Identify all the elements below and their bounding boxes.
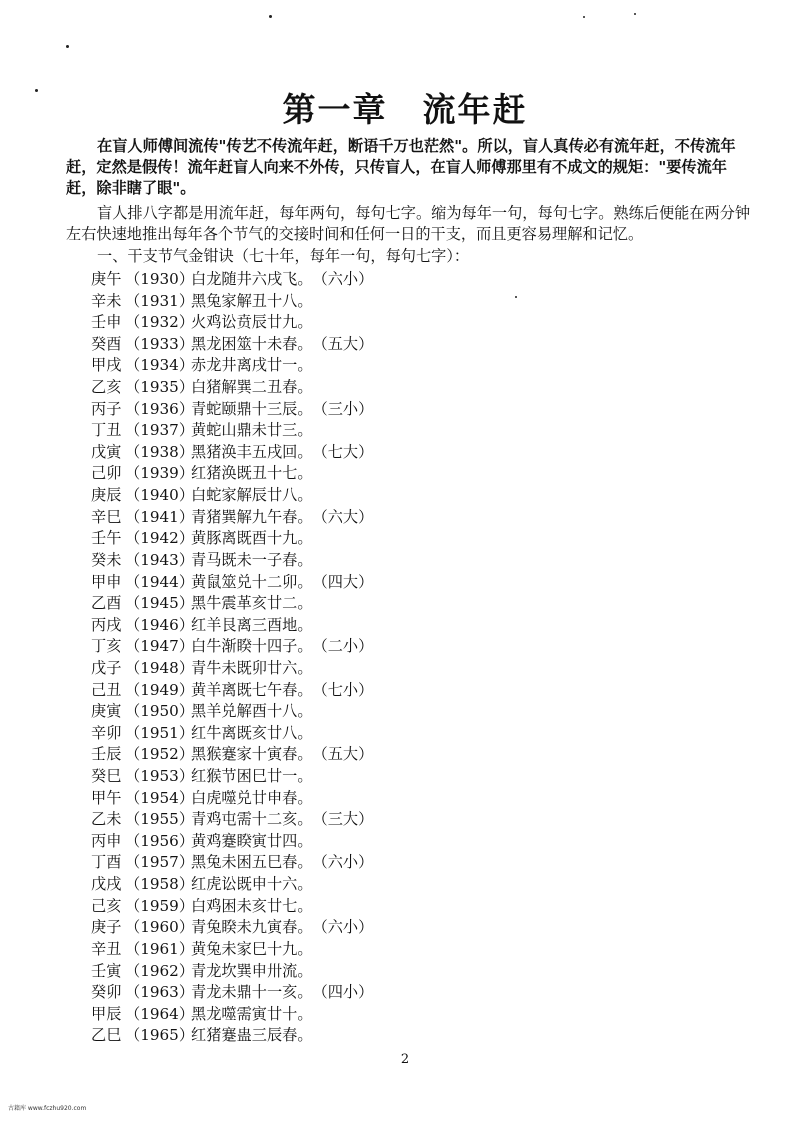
verse-entry (91, 377, 373, 399)
entry-verse: 黑猪涣丰五戌回。 (191, 442, 313, 461)
verse-entry (91, 1025, 373, 1047)
verse-entry (91, 917, 373, 939)
entry-ganzhi: 丙戌 (91, 615, 122, 634)
entry-verse: 黄豚离既酉十九。 (191, 529, 313, 548)
entry-ganzhi: 乙酉 (91, 594, 122, 613)
entry-verse: 白鸡困未亥廿七。 (191, 896, 313, 915)
entry-year: （1949） (125, 680, 195, 699)
verse-entry (91, 874, 373, 896)
entry-ganzhi: 戊子 (91, 658, 122, 677)
verse-entry (91, 744, 373, 766)
entry-verse: 青龙未鼎十一亥。 (191, 983, 313, 1002)
entry-year: （1935） (125, 378, 195, 397)
entry-ganzhi: 丙申 (91, 831, 122, 850)
method-paragraph: 盲人排八字都是用流年赶，每年两句，每句七字。缩为每年一句，每句七字。熟练后便能在两分钟左右快速地推出每年各个节气的交接时间和任何一日的干支，而且更容易理解和记忆。 (66, 204, 751, 243)
verse-entry (91, 399, 373, 421)
entry-verse: 白虎噬兑廿申春。 (191, 788, 313, 807)
scan-speck (66, 45, 69, 48)
entry-note: （二小） (312, 637, 374, 656)
verse-entry (91, 680, 373, 702)
verse-entry (91, 723, 373, 745)
entry-note: （五大） (312, 745, 374, 764)
entry-year: （1955） (125, 810, 195, 829)
entry-year: （1937） (125, 421, 195, 440)
entry-year: （1944） (125, 572, 195, 591)
verse-entry (91, 463, 373, 485)
entry-ganzhi: 癸未 (91, 550, 122, 569)
entry-ganzhi: 庚子 (91, 918, 122, 937)
scan-speck (35, 89, 38, 92)
verse-entry (91, 766, 373, 788)
entry-year: （1952） (125, 745, 195, 764)
scan-speck (269, 15, 272, 18)
entry-verse: 黄蛇山鼎未廿三。 (191, 421, 313, 440)
entry-year: （1953） (125, 767, 195, 786)
entry-ganzhi: 壬辰 (91, 745, 122, 764)
entry-ganzhi: 壬午 (91, 529, 122, 548)
entry-ganzhi: 丙子 (91, 399, 122, 418)
entry-year: （1934） (125, 356, 195, 375)
entry-year: （1932） (125, 313, 195, 332)
verse-entry (91, 658, 373, 680)
verse-entry (91, 982, 373, 1004)
entry-ganzhi: 丁酉 (91, 853, 122, 872)
entry-ganzhi: 庚辰 (91, 486, 122, 505)
entry-note: （七大） (312, 442, 374, 461)
entry-ganzhi: 丁丑 (91, 421, 122, 440)
entry-ganzhi: 壬申 (91, 313, 122, 332)
entry-verse: 红牛离既亥廿八。 (191, 723, 313, 742)
verse-entry (91, 852, 373, 874)
entry-note: （五大） (312, 334, 374, 353)
entry-ganzhi: 庚寅 (91, 702, 122, 721)
entry-verse: 白牛渐睽十四子。 (191, 637, 313, 656)
verse-entry (91, 1004, 373, 1026)
verse-entry (91, 896, 373, 918)
entry-verse: 青兔睽未九寅春。 (191, 918, 313, 937)
entry-note: （三大） (312, 810, 374, 829)
entry-verse: 白龙随井六戌飞。 (191, 270, 313, 288)
scan-speck (515, 296, 517, 298)
verse-entry (91, 831, 373, 853)
verse-list (91, 269, 373, 1047)
entry-verse: 火鸡讼贲辰廿九。 (191, 313, 313, 332)
verse-entry (91, 355, 373, 377)
entry-year: （1947） (125, 637, 195, 656)
entry-note: （四大） (312, 572, 374, 591)
entry-year: （1940） (125, 486, 195, 505)
entry-ganzhi: 甲午 (91, 788, 122, 807)
entry-ganzhi: 辛卯 (91, 723, 122, 742)
verse-entry (91, 528, 373, 550)
entry-year: （1956） (125, 831, 195, 850)
entry-verse: 红虎讼既申十六。 (191, 875, 313, 894)
entry-ganzhi: 甲戌 (91, 356, 122, 375)
entry-verse: 黄羊离既七午春。 (191, 680, 313, 699)
entry-verse: 红猴节困巳廿一。 (191, 767, 313, 786)
section-heading: 一、干支节气金钳诀（七十年，每年一句，每句七字）： (97, 247, 470, 265)
verse-entry (91, 420, 373, 442)
entry-verse: 红猪蹇蛊三辰春。 (191, 1026, 313, 1045)
entry-verse: 青蛇颐鼎十三辰。 (191, 399, 313, 418)
entry-ganzhi: 乙未 (91, 810, 122, 829)
verse-entry (91, 593, 373, 615)
entry-year: （1951） (125, 723, 195, 742)
entry-ganzhi: 己亥 (91, 896, 122, 915)
entry-year: （1936） (125, 399, 195, 418)
entry-ganzhi: 癸卯 (91, 983, 122, 1002)
entry-ganzhi: 己丑 (91, 680, 122, 699)
verse-entry (91, 291, 373, 313)
entry-ganzhi: 庚午 (91, 270, 122, 288)
entry-year: （1961） (125, 939, 195, 958)
entry-verse: 赤龙井离戌廿一。 (191, 356, 313, 375)
verse-entry (91, 636, 373, 658)
entry-verse: 红羊艮离三酉地。 (191, 615, 313, 634)
entry-ganzhi: 戊寅 (91, 442, 122, 461)
entry-year: （1962） (125, 961, 195, 980)
entry-verse: 黑牛震革亥廿二。 (191, 594, 313, 613)
entry-ganzhi: 癸酉 (91, 334, 122, 353)
verse-entry (91, 312, 373, 334)
entry-ganzhi: 辛丑 (91, 939, 122, 958)
verse-entry (91, 961, 373, 983)
verse-entry (91, 507, 373, 529)
entry-year: （1964） (125, 1004, 195, 1023)
entry-year: （1939） (125, 464, 195, 483)
entry-ganzhi: 乙巳 (91, 1026, 122, 1045)
chapter-title: 第一章 流年赶 (282, 90, 528, 129)
entry-verse: 青马既未一子春。 (191, 550, 313, 569)
verse-entry (91, 572, 373, 594)
verse-entry (91, 701, 373, 723)
verse-entry (91, 809, 373, 831)
entry-year: （1930） (125, 270, 195, 288)
verse-entry (91, 485, 373, 507)
page-number: 2 (400, 1052, 410, 1067)
entry-verse: 黄鸡蹇睽寅廿四。 (191, 831, 313, 850)
entry-year: （1931） (125, 291, 195, 310)
entry-verse: 黑兔未困五巳春。 (191, 853, 313, 872)
entry-verse: 青猪巽解九午春。 (191, 507, 313, 526)
entry-ganzhi: 壬寅 (91, 961, 122, 980)
entry-ganzhi: 乙亥 (91, 378, 122, 397)
entry-verse: 黑龙噬需寅廿十。 (191, 1004, 313, 1023)
entry-year: （1938） (125, 442, 195, 461)
entry-year: （1946） (125, 615, 195, 634)
verse-entry (91, 939, 373, 961)
entry-note: （六大） (312, 507, 374, 526)
scan-speck (634, 13, 636, 15)
entry-year: （1945） (125, 594, 195, 613)
entry-year: （1954） (125, 788, 195, 807)
entry-note: （六小） (312, 853, 374, 872)
entry-ganzhi: 丁亥 (91, 637, 122, 656)
intro-paragraph: 在盲人师傅间流传"传艺不传流年赶，断语千万也茫然"。所以，盲人真传必有流年赶，不传流年赶，定然是假传！流年赶盲人向来不外传，只传盲人，在盲人师傅那里有不成文的规矩："要传流年赶，除非瞎了眼"。 (66, 137, 736, 197)
verse-entry (91, 615, 373, 637)
entry-ganzhi: 己卯 (91, 464, 122, 483)
entry-verse: 白猪解巽二丑春。 (191, 378, 313, 397)
entry-year: （1960） (125, 918, 195, 937)
verse-entry (91, 788, 373, 810)
entry-year: （1933） (125, 334, 195, 353)
verse-entry (91, 550, 373, 572)
entry-verse: 黑龙困筮十未春。 (191, 334, 313, 353)
entry-ganzhi: 甲申 (91, 572, 122, 591)
entry-year: （1958） (125, 875, 195, 894)
entry-year: （1959） (125, 896, 195, 915)
entry-verse: 黑猴蹇家十寅春。 (191, 745, 313, 764)
entry-verse: 青龙坎巽申卅流。 (191, 961, 313, 980)
entry-verse: 青牛未既卯廿六。 (191, 658, 313, 677)
verse-entry (91, 334, 373, 356)
verse-entry (91, 269, 373, 291)
scan-speck (583, 16, 585, 18)
entry-verse: 白蛇家解辰廿八。 (191, 486, 313, 505)
verse-entry (91, 442, 373, 464)
entry-year: （1950） (125, 702, 195, 721)
entry-ganzhi: 辛巳 (91, 507, 122, 526)
entry-year: （1957） (125, 853, 195, 872)
entry-year: （1948） (125, 658, 195, 677)
entry-verse: 青鸡屯需十二亥。 (191, 810, 313, 829)
entry-year: （1965） (125, 1026, 195, 1045)
entry-verse: 黑羊兑解酉十八。 (191, 702, 313, 721)
entry-year: （1942） (125, 529, 195, 548)
entry-ganzhi: 甲辰 (91, 1004, 122, 1023)
entry-note: （三小） (312, 399, 374, 418)
entry-ganzhi: 辛未 (91, 291, 122, 310)
entry-note: （七小） (312, 680, 374, 699)
entry-verse: 黑兔家解丑十八。 (191, 291, 313, 310)
footer-watermark: 古籍库 www.fczhu920.com (8, 1105, 87, 1112)
entry-year: （1943） (125, 550, 195, 569)
entry-ganzhi: 戊戌 (91, 875, 122, 894)
entry-note: （四小） (312, 983, 374, 1002)
entry-ganzhi: 癸巳 (91, 767, 122, 786)
entry-note: （六小） (312, 918, 374, 937)
entry-verse: 红猪涣既丑十七。 (191, 464, 313, 483)
entry-note: （六小） (312, 270, 374, 288)
entry-verse: 黄兔未家巳十九。 (191, 939, 313, 958)
entry-year: （1941） (125, 507, 195, 526)
entry-year: （1963） (125, 983, 195, 1002)
entry-verse: 黄鼠筮兑十二卯。 (191, 572, 313, 591)
